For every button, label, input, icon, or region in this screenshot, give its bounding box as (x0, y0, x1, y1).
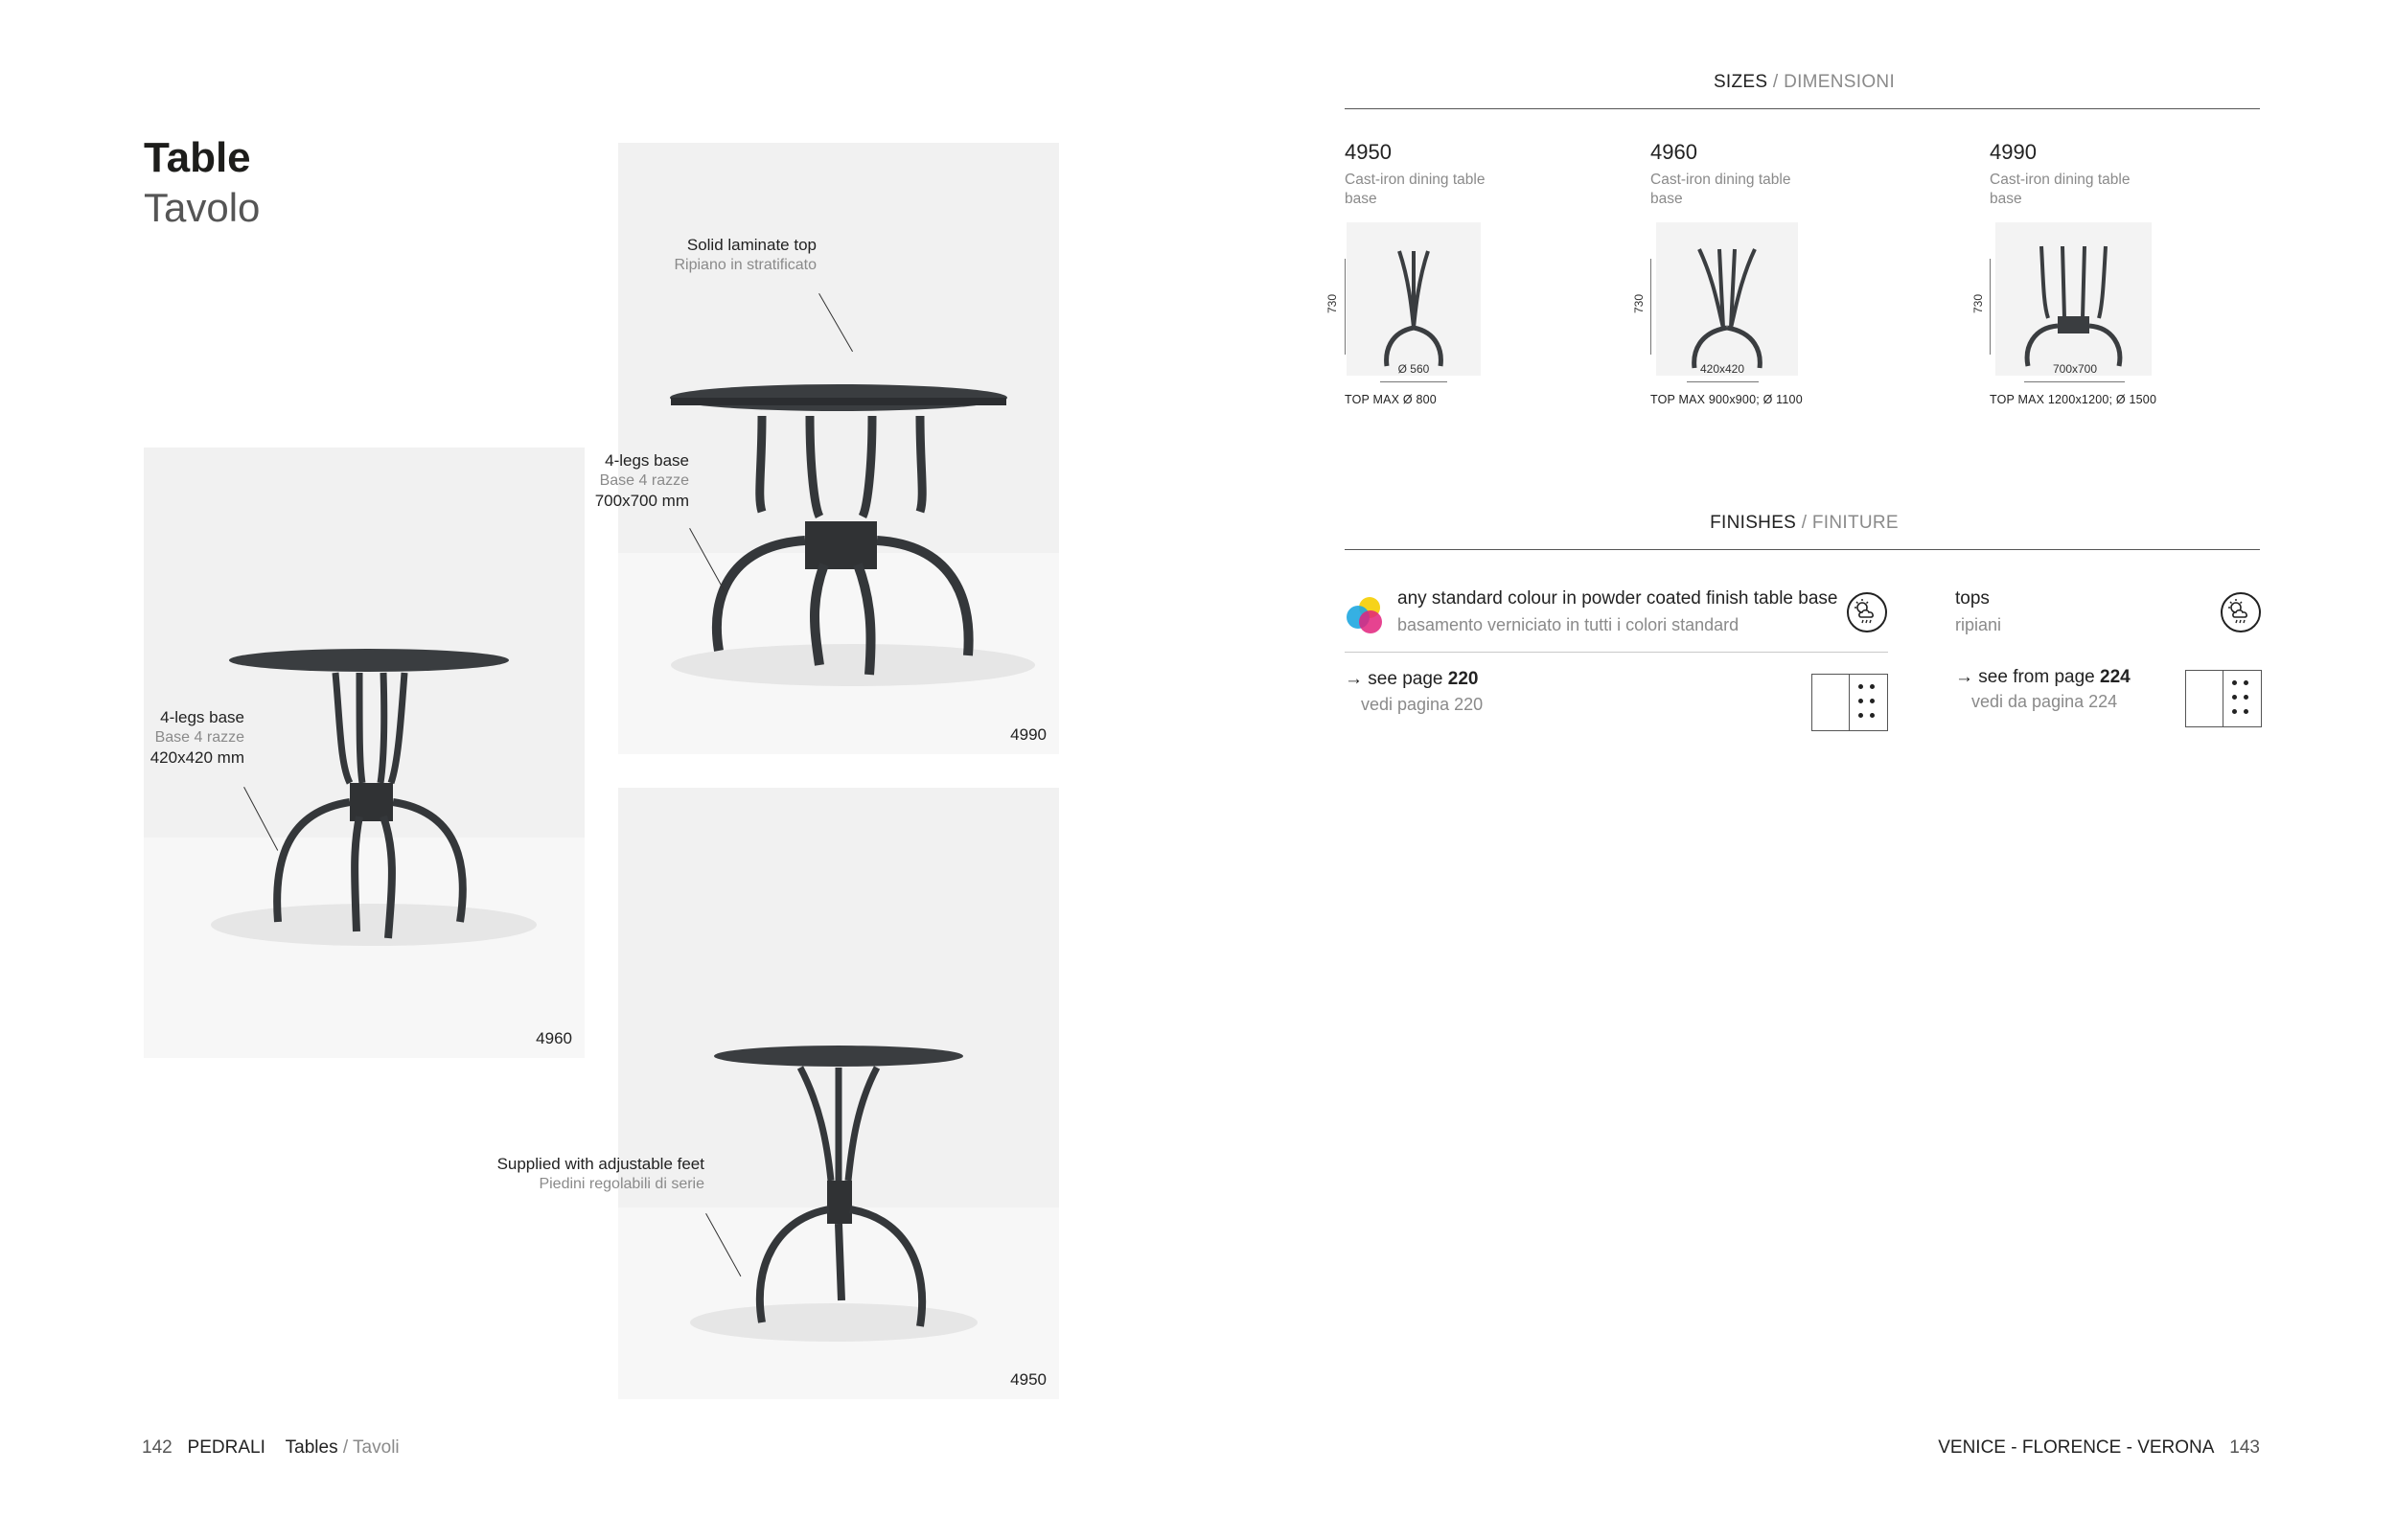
width-dim-line (1687, 381, 1759, 382)
tops-finish-it: ripiani (1955, 615, 2002, 634)
base-4950-drawing (1347, 222, 1481, 376)
brand: PEDRALI (187, 1437, 265, 1458)
sizes-title-it: / DIMENSIONI (1767, 72, 1896, 92)
callout-en: 4-legs base (160, 708, 244, 726)
table-4950-illustration (618, 788, 1059, 1399)
footer-right (1938, 1437, 2260, 1459)
finishes-divider (1345, 549, 2260, 550)
base-see-page-link[interactable] (1345, 669, 1478, 690)
size-code: 4950 (1345, 140, 1392, 164)
width-dim: 700x700 (2052, 362, 2098, 376)
size-item-4990 (1990, 140, 2143, 209)
callout-base-4990 (595, 450, 689, 511)
size-thumb-4960 (1656, 222, 1798, 376)
base-4990-drawing (1995, 222, 2152, 376)
top-max: TOP MAX Ø 800 (1345, 393, 1437, 406)
callout-it: Base 4 razze (599, 472, 689, 489)
callout-en: Solid laminate top (686, 236, 817, 254)
base-4960-drawing (1656, 222, 1798, 376)
finishes-title-it: / FINITURE (1796, 513, 1899, 533)
see-num: 224 (2100, 667, 2131, 687)
outdoor-weather-icon (2220, 591, 2262, 633)
base-finish-it: basamento verniciato in tutti i colori standard (1397, 615, 1739, 634)
size-thumb-4950 (1347, 222, 1481, 376)
callout-en: 4-legs base (605, 451, 689, 470)
size-item-4960 (1650, 140, 1804, 209)
page-title: Table (144, 134, 251, 181)
size-desc: Cast-iron dining table base (1990, 172, 2131, 207)
height-dim: 730 (1325, 293, 1340, 314)
size-desc: Cast-iron dining table base (1650, 172, 1791, 207)
callout-it: Piedini regolabili di serie (539, 1176, 704, 1192)
sizes-title: SIZES (1713, 72, 1768, 92)
tops-see-page-link[interactable] (1955, 667, 2131, 688)
photo-code: 4990 (1010, 725, 1047, 744)
photo-4950 (618, 788, 1059, 1399)
callout-it: Base 4 razze (154, 729, 244, 746)
height-dim-line (1990, 259, 1991, 355)
size-item-4950 (1345, 140, 1498, 209)
photo-code: 4960 (536, 1029, 572, 1047)
callout-top (674, 235, 817, 275)
finishes-heading (1347, 513, 2262, 534)
sizes-divider (1345, 108, 2260, 109)
base-finish-en: any standard colour in powder coated finish table base (1397, 588, 1838, 609)
see-num: 220 (1447, 669, 1479, 689)
see-prefix: → see from page (1955, 667, 2101, 687)
outdoor-weather-icon (1846, 591, 1888, 633)
size-code: 4960 (1650, 140, 1697, 164)
height-dim-line (1650, 259, 1651, 355)
page-number: 142 (142, 1437, 173, 1458)
size-thumb-4990 (1995, 222, 2152, 376)
callout-it: Ripiano in stratificato (674, 257, 817, 273)
tops-see-it: vedi da pagina 224 (1971, 692, 2118, 711)
size-code: 4990 (1990, 140, 2037, 164)
callout-mm: 420x420 mm (150, 748, 244, 767)
width-dim: 420x420 (1699, 362, 1745, 376)
width-dim-line (1380, 381, 1447, 382)
base-see-it: vedi pagina 220 (1361, 695, 1484, 714)
top-max: TOP MAX 900x900; Ø 1100 (1650, 393, 1803, 406)
callout-feet (497, 1154, 704, 1194)
photo-code: 4950 (1010, 1370, 1047, 1389)
callout-base-4960 (150, 707, 244, 768)
collection-name: VENICE - FLORENCE - VERONA (1938, 1437, 2215, 1458)
finishes-title: FINISHES (1710, 513, 1797, 533)
see-prefix: → see page (1345, 669, 1448, 689)
tops-finish-en: tops (1955, 588, 1990, 609)
height-dim: 730 (1632, 293, 1647, 314)
color-wheel-icon (1345, 594, 1387, 636)
height-dim: 730 (1971, 293, 1986, 314)
callout-en: Supplied with adjustable feet (496, 1155, 704, 1173)
base-finish-divider (1345, 652, 1888, 653)
page-number: 143 (2229, 1437, 2260, 1458)
top-max: TOP MAX 1200x1200; Ø 1500 (1990, 393, 2157, 406)
section-it: / Tavoli (337, 1437, 400, 1458)
height-dim-line (1345, 259, 1346, 355)
size-desc: Cast-iron dining table base (1345, 172, 1486, 207)
callout-mm: 700x700 mm (594, 492, 689, 510)
section: Tables (285, 1437, 338, 1458)
tops-finish-swatch (2185, 670, 2262, 727)
base-finish-swatch (1811, 674, 1888, 731)
width-dim: Ø 560 (1397, 362, 1430, 376)
footer-left (142, 1437, 400, 1459)
width-dim-line (2024, 381, 2125, 382)
sizes-heading (1347, 72, 2262, 93)
page-subtitle: Tavolo (144, 185, 261, 230)
